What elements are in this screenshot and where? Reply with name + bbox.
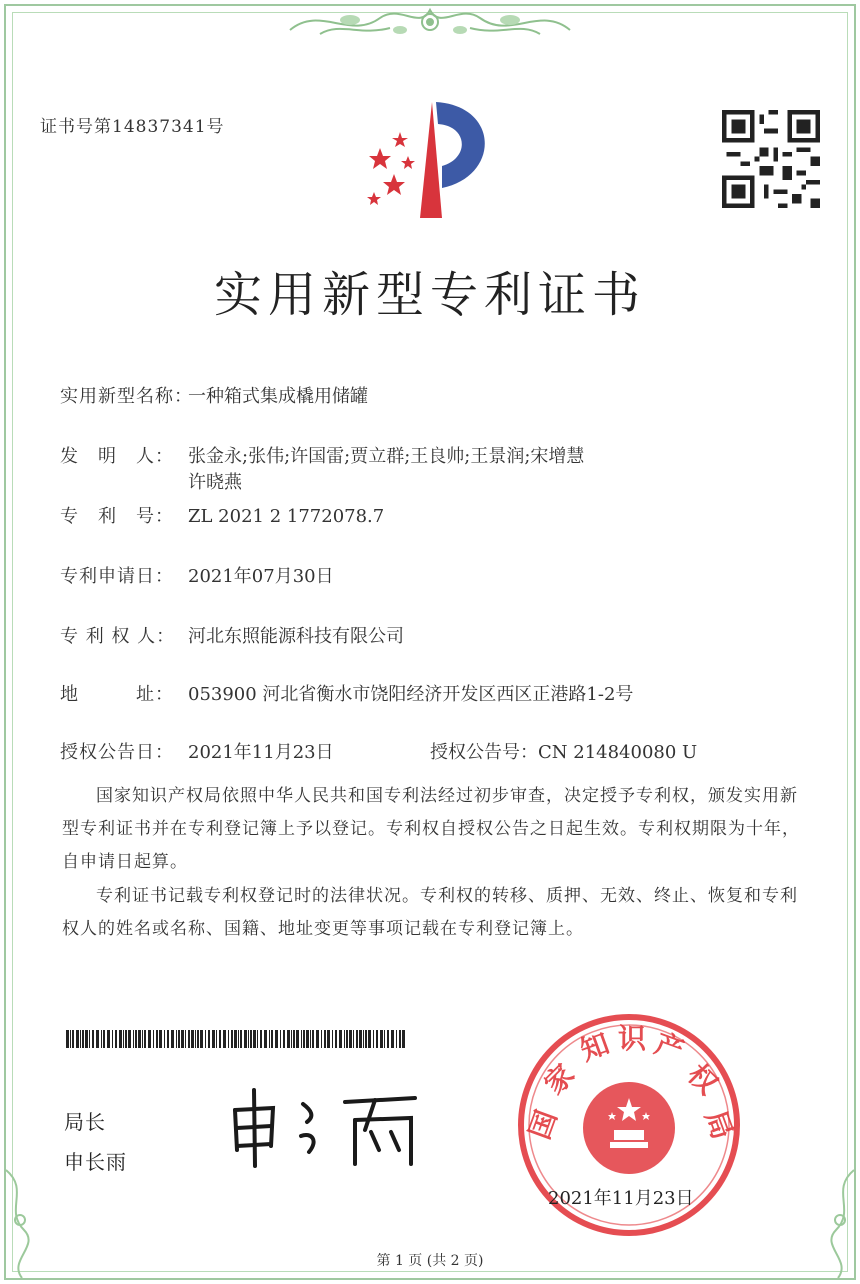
patentee-label: 专 利 权 人： [60,626,176,647]
certificate-number: 证书号第14837341号 [40,117,225,137]
address-row [60,680,633,706]
seal-char-6: 权 [681,1057,725,1101]
barcode [66,1030,406,1048]
application-date-label: 专利申请日： [60,566,174,587]
grant-number-value: CN 214840080 U [538,742,698,763]
grant-number-row [430,738,697,764]
qr-code [722,110,820,208]
statement-paragraph-1: 国家知识产权局依照中华人民共和国专利法经过初步审查，决定授予专利权，颁发实用新型专利证书并在专利登记簿上予以登记。专利权自授权公告之日起生效。专利权期限为十年，自申请日起算。 [62,786,800,872]
name-label: 实用新型名称： [60,386,193,407]
grant-date-value: 2021年11月23日 [188,742,334,763]
director-title: 局长 [64,1110,106,1134]
seal-date: 2021年11月23日 [548,1188,694,1209]
statement-paragraph-2: 专利证书记载专利权登记时的法律状况。专利权的转移、质押、无效、终止、恢复和专利权人的姓名或名称、国籍、地址变更等事项记载在专利登记簿上。 [62,886,798,939]
grant-date-row [60,738,334,764]
page-indicator: 第 1 页 (共 2 页) [376,1253,484,1269]
inventor-value: 张金永;张伟;许国雷;贾立群;王良帅;王景润;宋增慧 [188,446,585,467]
address-value: 053900 河北省衡水市饶阳经济开发区西区正港路1-2号 [188,684,634,705]
name-value: 一种箱式集成橇用储罐 [188,386,368,407]
patent-number-value: ZL 2021 2 1772078.7 [188,506,385,527]
inventor-row [60,442,584,468]
application-date-value: 2021年07月30日 [188,566,334,587]
director-name: 申长雨 [64,1150,127,1174]
seal-char-1: 国 [522,1105,564,1144]
patentee-row [60,622,404,648]
seal-char-2: 家 [537,1057,581,1101]
patent-number-label: 专 利 号： [60,506,174,527]
seal-char-7: 局 [698,1105,740,1144]
seal-char-3: 知 [575,1026,614,1068]
address-label: 地 址： [60,684,174,705]
seal-char-5: 产 [650,1026,689,1068]
inventor-value-line2: 许晓燕 [188,472,242,493]
grant-number-label: 授权公告号： [430,742,538,763]
patentee-value: 河北东照能源科技有限公司 [188,626,404,647]
utility-model-name-row [60,382,368,408]
certificate-title: 实用新型专利证书 [213,267,646,323]
seal-char-4: 识 [617,1022,647,1055]
cnipa-logo [350,96,510,226]
top-floral-ornament [280,0,580,46]
application-date-row [60,562,334,588]
director-signature [215,1080,435,1170]
inventor-label: 发 明 人： [60,446,174,467]
patent-number-row [60,502,384,528]
grant-date-label: 授权公告日： [60,742,174,763]
